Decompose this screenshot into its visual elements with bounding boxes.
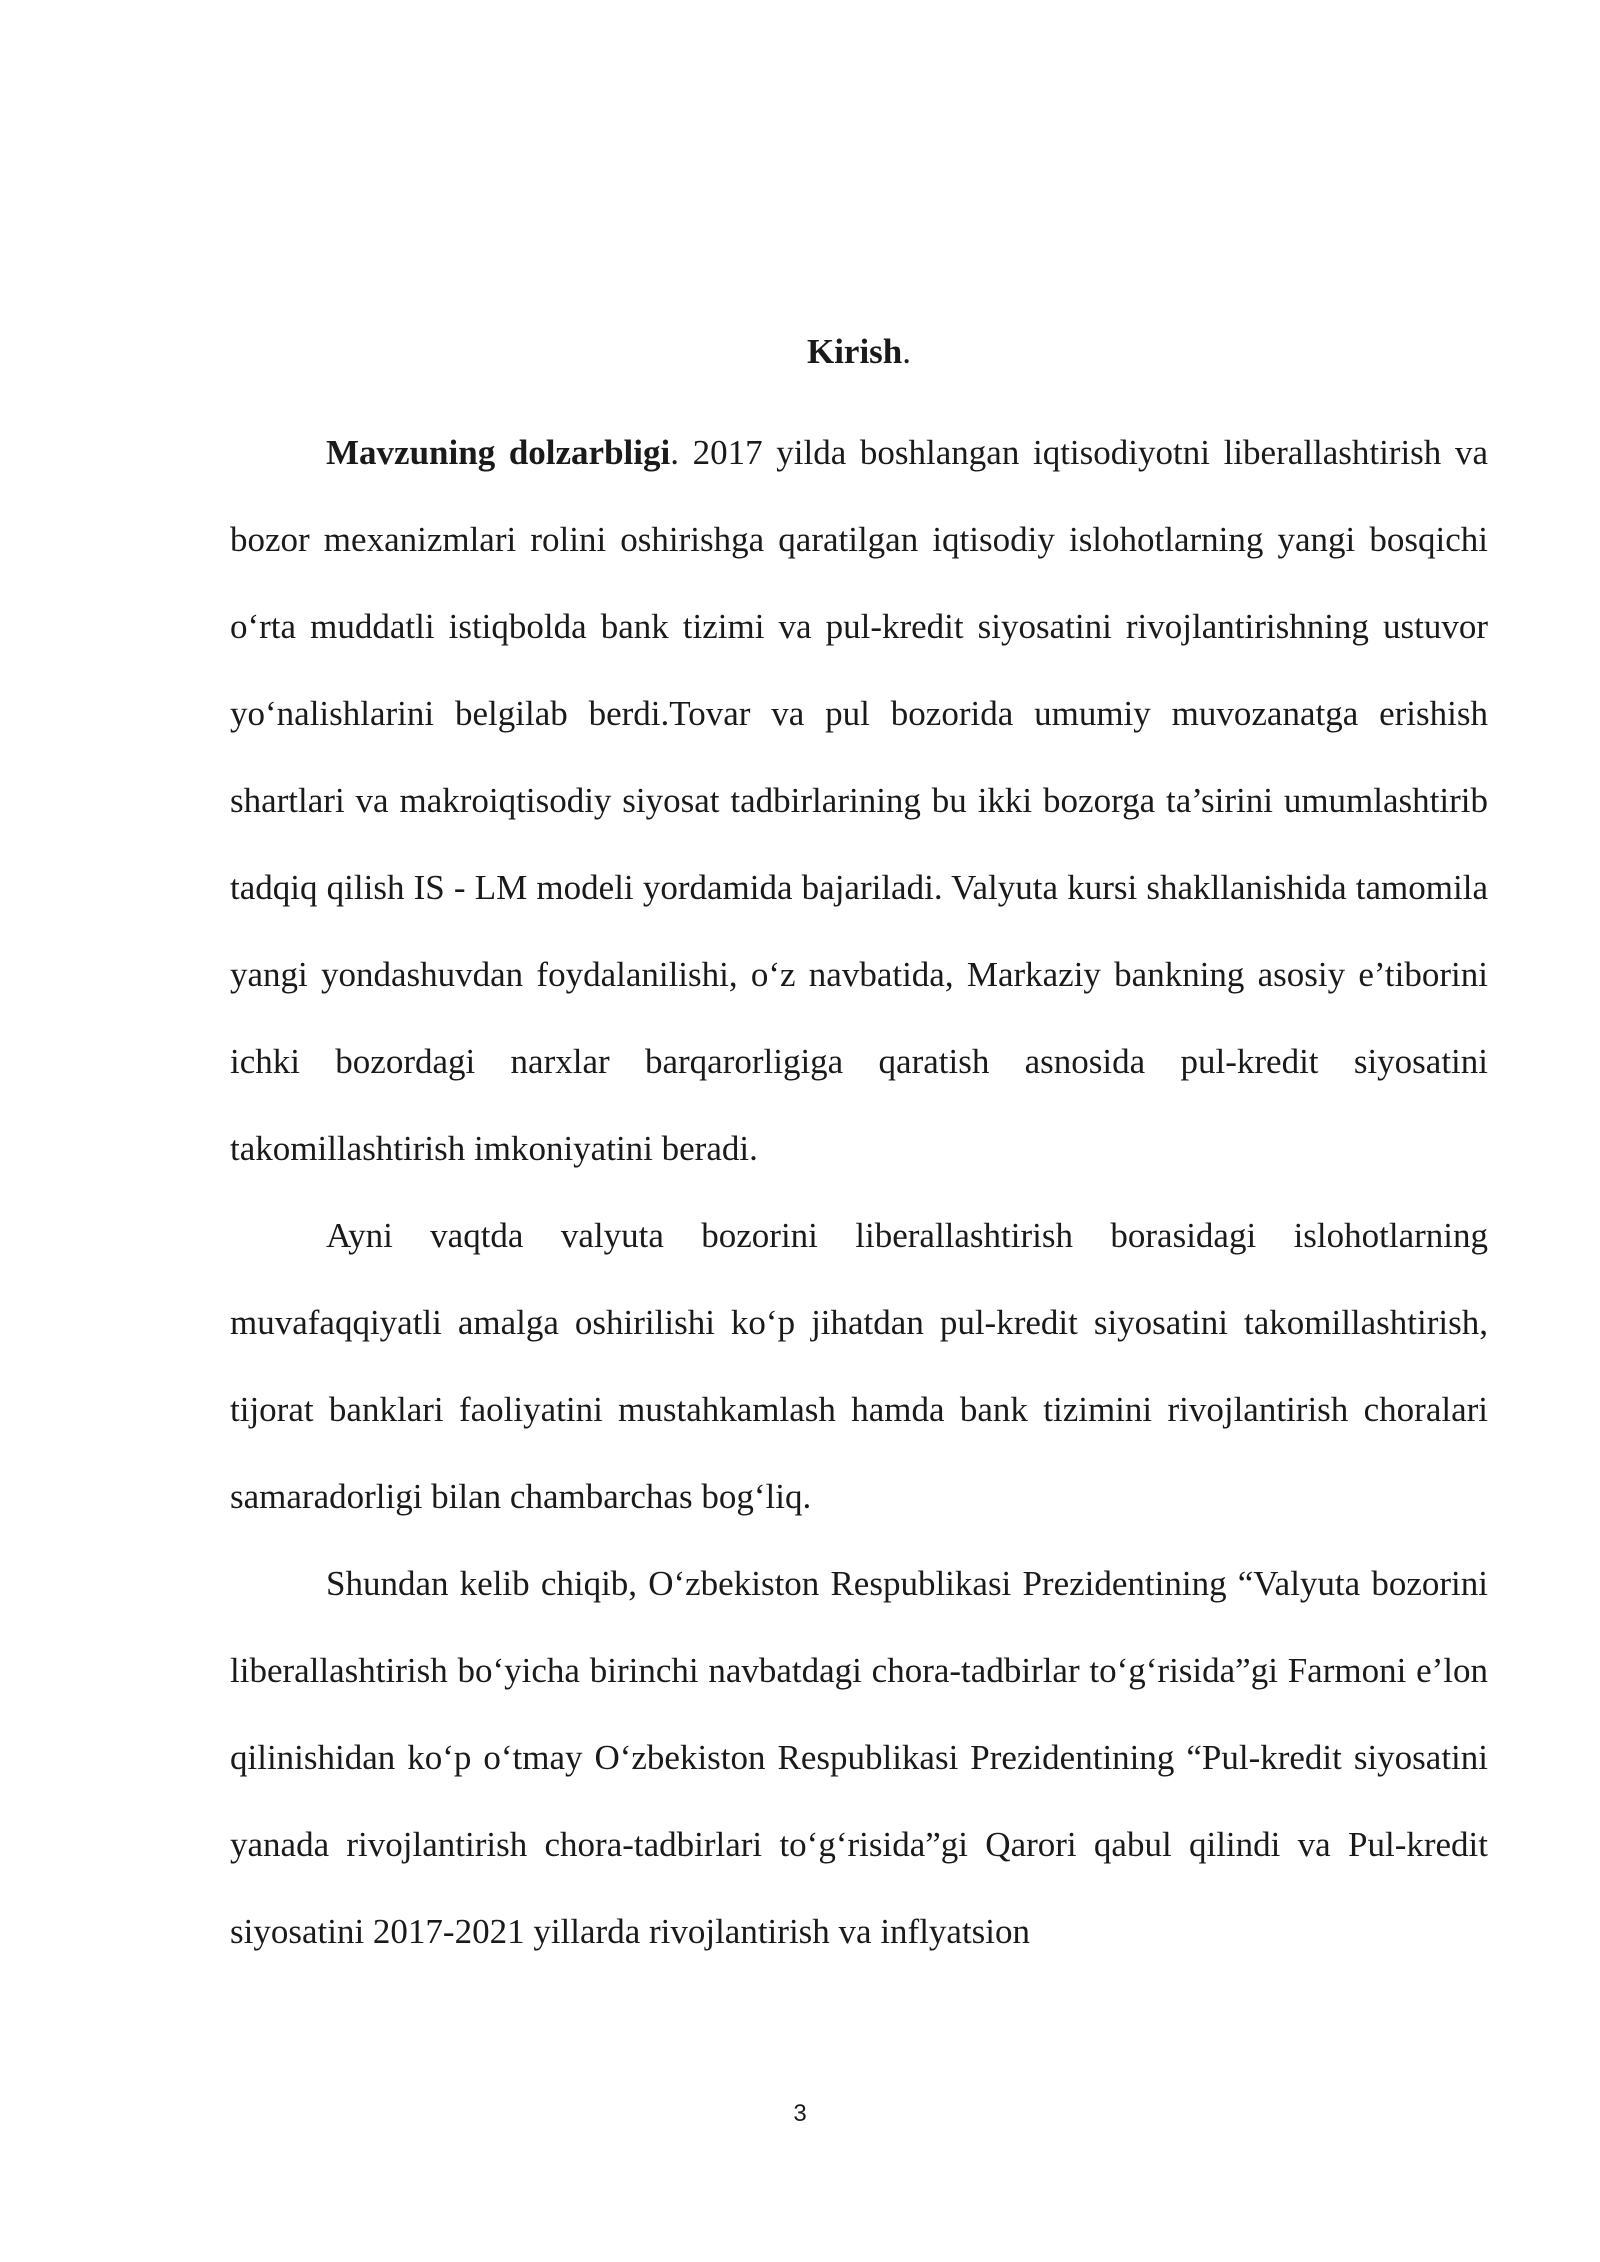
paragraph-relevance [230,409,1488,1192]
paragraph-text: . 2017 yilda boshlangan iqtisodiyotni liberallashtirish va bozor mexanizmlari rolini oshirishga qaratilgan iqtisodiy islohotlarning yangi bosqichi o‘rta muddatli istiqbolda bank tizimi va pul-kredit siyosatini rivojlantirishning ustuvor yo‘nalishlarini belgilab berdi.Tovar va pul bozorida umumiy muvozanatga erishish shartlari va makroiqtisodiy siyosat tadbirlarining bu ikki bozorga ta’sirini umumlashtirib tadqiq qilish IS - LM modeli yordamida bajariladi. Valyuta kursi shakllanishida tamomila yangi yondashuvdan foydalanilishi, o‘z navbatida, Markaziy bankning asosiy e’tiborini ichki bozordagi narxlar barqarorligiga qaratish asnosida pul-kredit siyosatini takomillashtirish imkoniyatini beradi. [230,433,1488,1168]
section-title-punct: . [902,332,912,371]
paragraph-presidential-decree [230,1540,1488,1975]
section-title-text: Kirish [806,332,903,371]
paragraph-currency-market [230,1192,1488,1540]
paragraph-text: Ayni vaqtda valyuta bozorini liberallashtirish borasidagi islohotlarning muvafaqqiyatli amalga oshirilishi ko‘p jihatdan pul-kredit siyosatini takomillashtirish, tijorat banklari faoliyatini mustahkamlash hamda bank tizimini rivojlantirish choralari samaradorligi bilan chambarchas bog‘liq. [230,1216,1488,1516]
page-number: 3 [793,2100,807,2127]
paragraph-text: Shundan kelib chiqib, O‘zbekiston Respublikasi Prezidentining “Valyuta bozorini liberallashtirish bo‘yicha birinchi navbatdagi chora-tadbirlar to‘g‘risida”gi Farmoni e’lon qilinishidan ko‘p o‘tmay O‘zbekiston Respublikasi Prezidentining “Pul-kredit siyosatini yanada rivojlantirish chora-tadbirlari to‘g‘risida”gi Qarori qabul qilindi va Pul-kredit siyosatini 2017-2021 yillarda rivojlantirish va inflyatsion [230,1564,1488,1951]
paragraph-lead-bold: Mavzuning dolzarbligi [326,433,671,472]
document-body [230,322,1488,1975]
section-title [230,322,1488,409]
